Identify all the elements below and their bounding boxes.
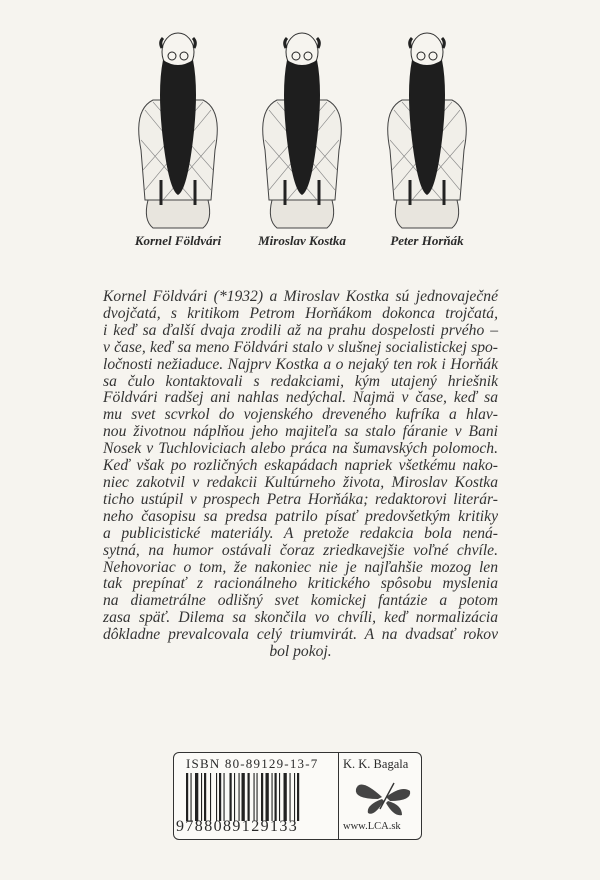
- blurb-line: Földvári radšej ani nahlas nedýchal. Najmä v čase, keď sa: [103, 389, 498, 407]
- blurb-line: neho časopisu sa predsa patrilo písať predovšetkým kritiky: [103, 507, 498, 525]
- barcode-bar: [266, 773, 269, 821]
- barcode-bar: [216, 773, 217, 821]
- barcode-bar: [279, 773, 280, 821]
- barcode: [186, 773, 331, 821]
- caricature-kostka: [247, 30, 357, 230]
- blurb-line: nou životnou náplňou jeho majiteľa sa stalo fáranie v Bani: [103, 423, 498, 441]
- blurb-line: niec zakotvil v redakcii Kultúrneho života, Miroslav Kostka: [103, 473, 498, 491]
- blurb-line: bol pokoj.: [269, 643, 332, 661]
- blurb-line: dvojčatá, s kritikom Petrom Horňákom dokonca trojčatá,: [103, 304, 498, 322]
- barcode-bar: [195, 773, 198, 821]
- barcode-bar: [224, 773, 225, 821]
- barcode-bar: [186, 773, 188, 821]
- blurb-line: Nosek v Tuchloviciach alebo práca na šumavských polomoch.: [103, 440, 498, 458]
- blurb-line: sytná, na humor ostávali čoraz zriedkavejšie voľné chvíle.: [103, 541, 498, 559]
- ean-number: 9788089129133: [176, 818, 299, 835]
- barcode-bar: [284, 773, 287, 821]
- barcode-bar: [210, 773, 211, 821]
- blurb-line: Keď však po rozličných eskapádach napriek všetkému nako-: [103, 457, 498, 475]
- blurb-line: ločnosti nežiaduce. Najprv Kostka a o nejaký ten rok i Horňák: [103, 355, 498, 373]
- barcode-bar: [201, 773, 202, 821]
- isbn-box: [173, 752, 422, 840]
- blurb-line: tak prepínať z racionálneho kritického spôsobu myslenia: [103, 575, 498, 593]
- blurb-line: i keď sa ďalší dvaja zrodili až na prahu dospelosti prvého –: [103, 321, 498, 339]
- blurb-line: sa čulo kontaktovali s redakciami, kým utajený hriešnik: [103, 372, 498, 390]
- barcode-bar: [239, 773, 240, 821]
- barcode-bar: [294, 773, 295, 821]
- barcode-bar: [261, 773, 263, 821]
- barcode-bar: [275, 773, 277, 821]
- publisher-url: www.LCA.sk: [343, 821, 401, 832]
- blurb-line: Nehovoriac o tom, že nakoniec nie je najľahšie mozog len: [103, 558, 498, 576]
- publisher-name: K. K. Bagala: [343, 757, 409, 771]
- barcode-bar: [234, 773, 235, 821]
- caricature-foldvari: [123, 30, 233, 230]
- barcode-bar: [242, 773, 245, 821]
- blurb-text: [103, 289, 498, 661]
- blurb-line: a publicistické materiály. A pretože redakcia bola nená-: [103, 524, 498, 542]
- caption-kostka: Miroslav Kostka: [258, 233, 346, 248]
- barcode-bar: [230, 773, 232, 821]
- isbn-number: ISBN 80-89129-13-7: [186, 756, 319, 771]
- blurb-line: na diametrálne odlišný svet komickej fantázie a potom: [103, 592, 498, 610]
- caricature-hornak: [372, 30, 482, 230]
- blurb-line: ticho ustúpil v prospech Petra Horňáka; redaktorovi literár-: [103, 490, 498, 508]
- barcode-bar: [219, 773, 221, 821]
- caption-hornak: Peter Horňák: [390, 233, 464, 248]
- barcode-bar: [254, 773, 255, 821]
- blurb-line: dôkladne prevalcovala celý triumvirát. A na dvadsať rokov: [103, 626, 498, 644]
- barcode-bar: [248, 773, 250, 821]
- barcode-bar: [290, 773, 291, 821]
- barcode-bar: [204, 773, 206, 821]
- barcode-area: [174, 753, 339, 839]
- blurb-line: v čase, keď sa meno Földvári stalo v slušnej socialistickej spo-: [103, 338, 498, 356]
- barcode-bar: [297, 773, 299, 821]
- blurb-line: mu svet scvrkol do vojenského dreveného kufríka a hlav-: [103, 406, 498, 424]
- caption-foldvari: Kornel Földvári: [134, 233, 222, 248]
- blurb-line: zasa späť. Dilema sa skončila vo chvíli, keď normalizácia: [103, 609, 498, 627]
- barcode-bar: [257, 773, 258, 821]
- barcode-bar: [191, 773, 192, 821]
- butterfly-logo-icon: [352, 775, 416, 819]
- blurb-line: Kornel Földvári (*1932) a Miroslav Kostka sú jednovaječné: [103, 288, 498, 305]
- barcode-bar: [272, 773, 273, 821]
